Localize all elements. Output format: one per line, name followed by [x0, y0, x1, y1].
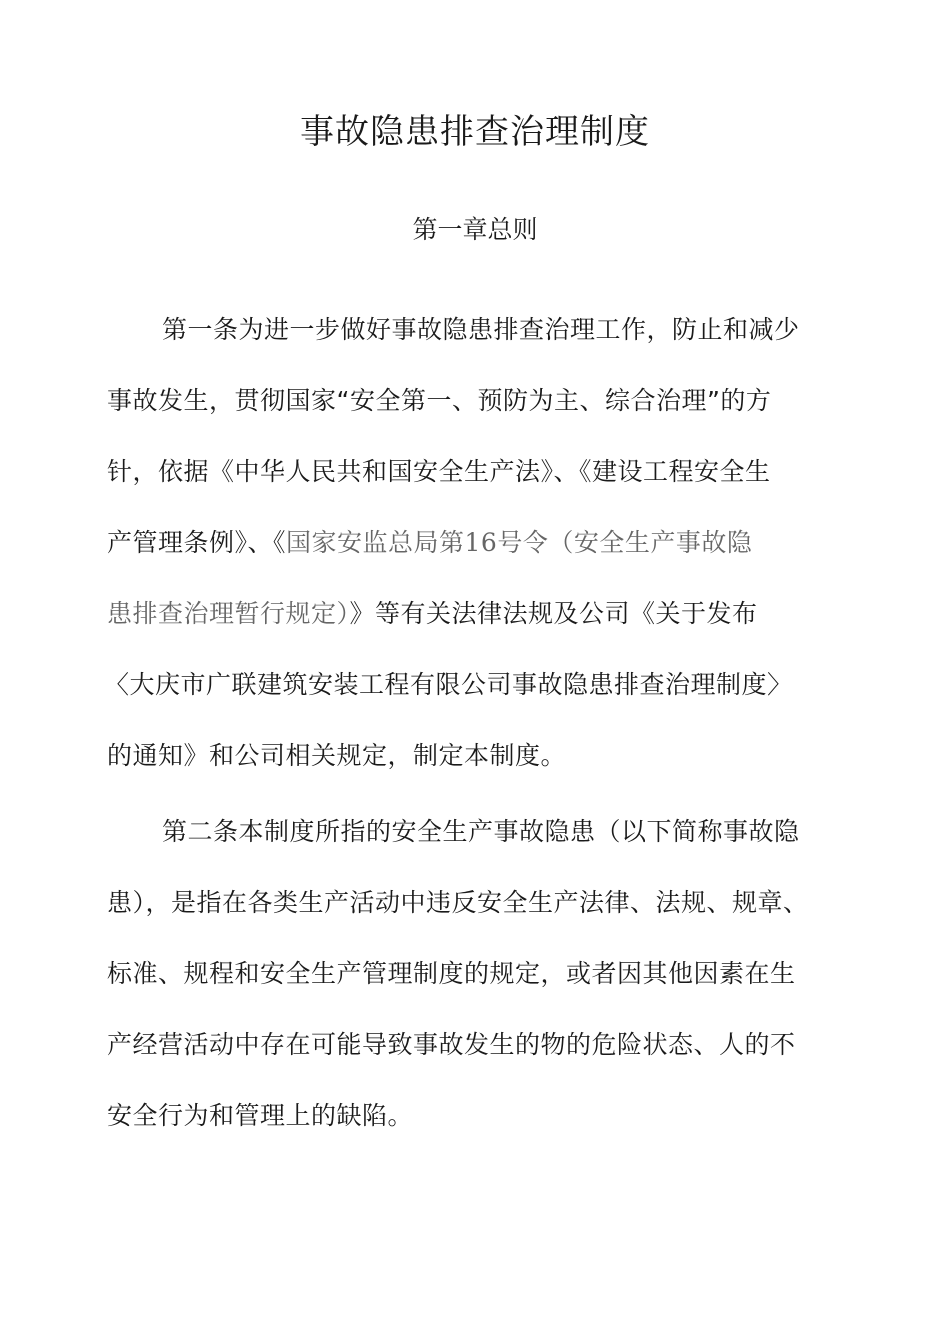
article-1-line-5 [107, 594, 758, 634]
article-2-line-5: 安全行为和管理上的缺陷。 [107, 1101, 414, 1130]
article-1-line-6: 〈大庆市广联建筑安装工程有限公司事故隐患排查治理制度〉 [104, 670, 793, 699]
article-2-line-1: 第二条本制度所指的安全生产事故隐患（以下简称事故隐 [162, 817, 800, 846]
article-2-line-4: 产经营活动中存在可能导致事故发生的物的危险状态、人的不 [107, 1030, 796, 1059]
article-1-line-4 [107, 523, 752, 563]
article-1-line-7: 的通知》和公司相关规定，制定本制度。 [107, 741, 567, 770]
article-1-line-4-part-b: 国家安监总局第16号令（安全生产事故隐 [286, 528, 753, 557]
article-1-line-5-part-a: 患排查治理暂行规定） [107, 599, 350, 628]
article-2-line-3: 标准、规程和安全生产管理制度的规定，或者因其他因素在生 [107, 959, 796, 988]
article-1-line-2: 事故发生，贯彻国家“安全第一、预防为主、综合治理”的方 [107, 386, 772, 415]
chapter-heading: 第一章总则 [412, 215, 538, 244]
article-2-line-2: 患），是指在各类生产活动中违反安全生产法律、法规、规章、 [107, 888, 809, 917]
article-1-line-3: 针，依据《中华人民共和国安全生产法》、《建设工程安全生 [107, 457, 771, 486]
article-1-line-5-part-b: 》等有关法律法规及公司《关于发布 [349, 599, 758, 628]
document-title: 事故隐患排查治理制度 [300, 112, 650, 152]
article-1-line-4-part-a: 产管理条例》、《 [107, 528, 287, 557]
article-1-line-1: 第一条为进一步做好事故隐患排查治理工作，防止和减少 [162, 315, 800, 344]
